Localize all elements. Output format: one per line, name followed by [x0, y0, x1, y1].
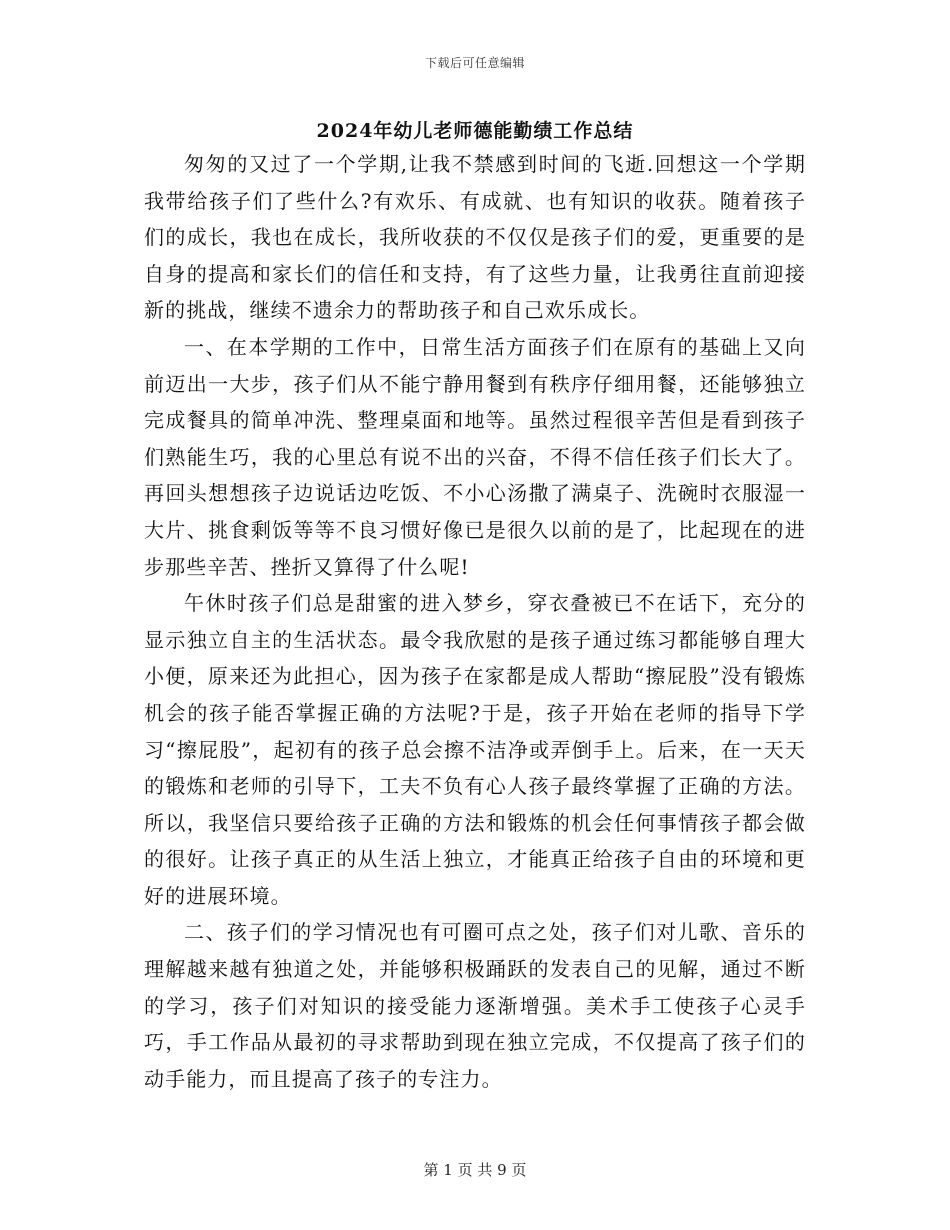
document-title: 2024年幼儿老师德能勤绩工作总结 — [316, 120, 634, 142]
paragraph-learning: 二、孩子们的学习情况也有可圈可点之处，孩子们对儿歌、音乐的理解越来越有独道之处，并能够积极踊跃的发表自己的见解，通过不断的学习，孩子们对知识的接受能力逐渐增强。美术手工使孩子心灵手巧，手工作品从最初的寻求帮助到现在独立完成，不仅提高了孩子们的动手能力，而且提高了孩子的专注力。 — [144, 920, 806, 1091]
paragraph-intro: 匆匆的又过了一个学期,让我不禁感到时间的飞逝.回想这一个学期我带给孩子们了些什么?有欢乐、有成就、也有知识的收获。随着孩子们的成长，我也在成长，我所收获的不仅仅是孩子们的爱，更重要的是自身的提高和家长们的信任和支持，有了这些力量，让我勇往直前迎接新的挑战，继续不遗余力的帮助孩子和自己欢乐成长。 — [144, 152, 806, 323]
header-note: 下载后可任意编辑 — [424, 56, 525, 70]
paragraph-nap-time: 午休时孩子们总是甜蜜的进入梦乡，穿衣叠被已不在话下，充分的显示独立自主的生活状态。最令我欣慰的是孩子通过练习都能够自理大小便，原来还为此担心，因为孩子在家都是成人帮助“擦屁股”没有锻炼机会的孩子能否掌握正确的方法呢?于是，孩子开始在老师的指导下学习“擦屁股”，起初有的孩子总会擦不洁净或弄倒手上。后来，在一天天的锻炼和老师的引导下，工夫不负有心人孩子最终掌握了正确的方法。所以，我坚信只要给孩子正确的方法和锻炼的机会任何事情孩子都会做的很好。让孩子真正的从生活上独立，才能真正给孩子自由的环境和更好的进展环境。 — [144, 591, 806, 908]
page-number-footer: 第 1 页 共 9 页 — [423, 1161, 527, 1179]
paragraph-daily-life: 一、在本学期的工作中，日常生活方面孩子们在原有的基础上又向前迈出一大步，孩子们从不能宁静用餐到有秩序仔细用餐，还能够独立完成餐具的简单冲洗、整理桌面和地等。虽然过程很辛苦但是看到孩子们熟能生巧，我的心里总有说不出的兴奋，不得不信任孩子们长大了。再回头想想孩子边说话边吃饭、不小心汤撒了满桌子、洗碗时衣服湿一大片、挑食剩饭等等不良习惯好像已是很久以前的是了，比起现在的进步那些辛苦、挫折又算得了什么呢! — [144, 334, 806, 579]
document-body — [144, 146, 806, 1097]
